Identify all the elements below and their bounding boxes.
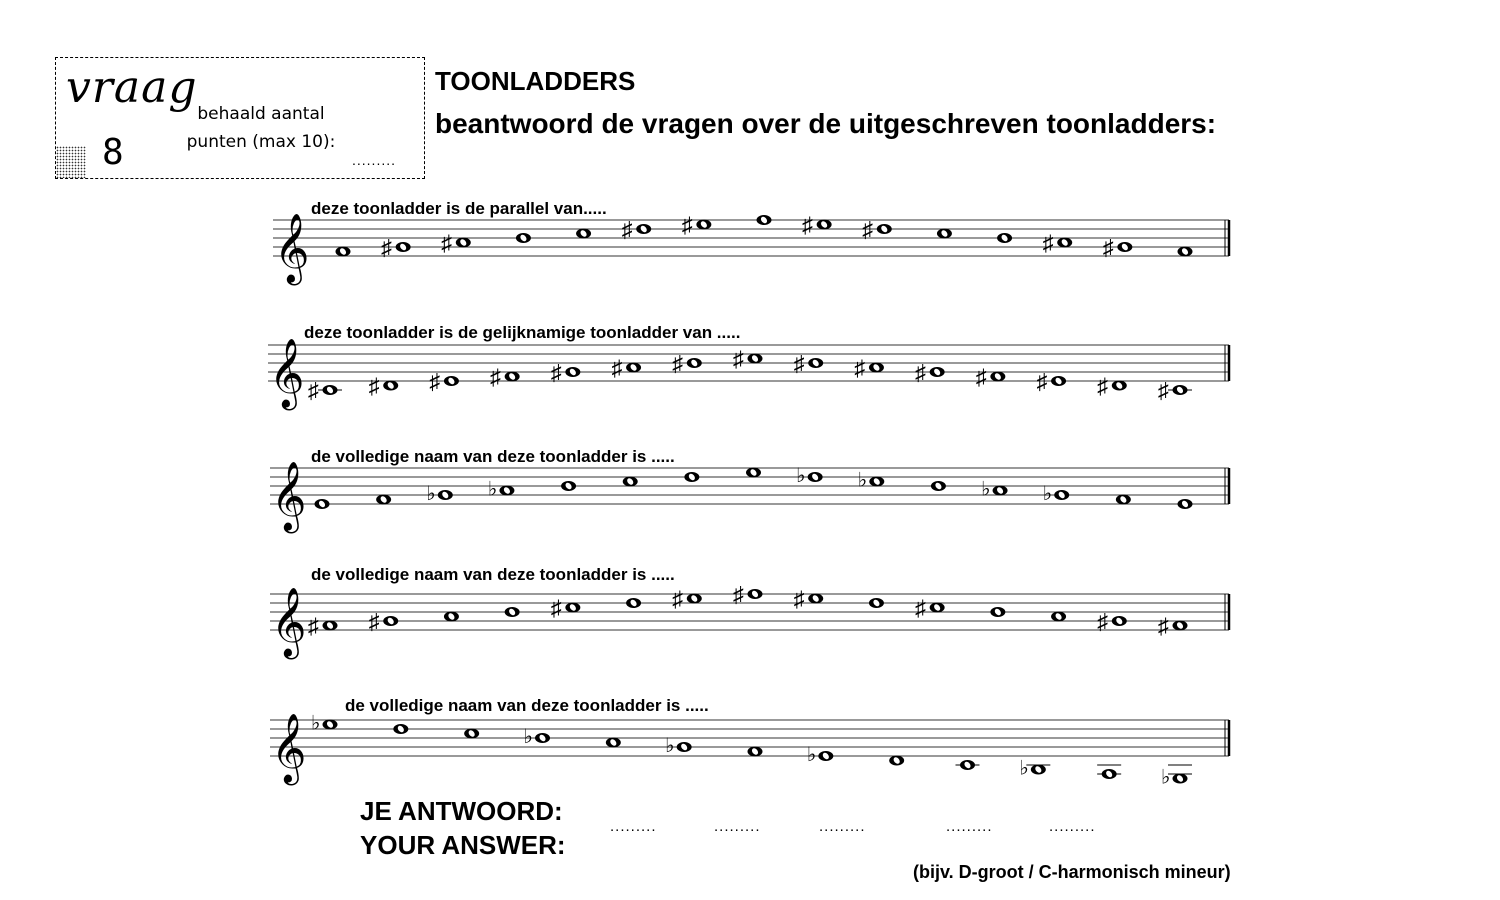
example-hint: (bijv. D-groot / C-harmonisch mineur) <box>913 862 1231 882</box>
sharp-icon: ♯ <box>854 355 866 381</box>
flat-icon: ♭ <box>857 469 868 492</box>
note <box>997 233 1012 243</box>
note <box>854 356 884 381</box>
page-subtitle: beantwoord de vragen over de uitgeschreven toonladders: <box>435 108 1217 139</box>
staff-2 <box>268 323 1229 410</box>
note <box>1019 758 1050 780</box>
staff-prompt: de volledige naam van deze toonladder is ..... <box>345 696 709 715</box>
flat-icon: ♭ <box>1019 757 1029 780</box>
note <box>612 356 642 381</box>
sharp-icon: ♯ <box>621 217 633 242</box>
treble-clef-icon: 𝄞 <box>269 339 305 406</box>
sharp-icon: ♯ <box>733 582 744 607</box>
note <box>956 760 980 770</box>
note <box>623 477 638 487</box>
note <box>441 231 471 256</box>
note <box>464 729 479 739</box>
question-number: 8 <box>102 132 124 173</box>
note <box>561 481 576 491</box>
flat-icon: ♭ <box>487 478 498 501</box>
answer-blank-4[interactable]: ......... <box>946 818 993 835</box>
note <box>1158 614 1188 639</box>
sharp-icon: ♯ <box>793 351 805 376</box>
sharp-icon: ♯ <box>672 586 684 612</box>
note <box>794 587 824 612</box>
treble-clef-icon: 𝄞 <box>271 462 307 529</box>
answer-label-nl: JE ANTWOORD: <box>360 796 563 826</box>
sharp-icon: ♯ <box>793 586 805 612</box>
note <box>746 468 761 478</box>
note <box>869 598 884 608</box>
note <box>444 612 459 622</box>
sharp-icon: ♯ <box>1102 235 1114 260</box>
treble-clef-icon: 𝄞 <box>271 588 307 655</box>
sharp-icon: ♯ <box>550 595 562 621</box>
note <box>1116 495 1131 505</box>
staff-prompt: de volledige naam van deze toonladder is ..... <box>311 447 675 466</box>
note <box>606 738 621 748</box>
note <box>369 374 399 399</box>
note <box>757 215 772 225</box>
sharp-icon: ♯ <box>802 212 814 238</box>
answer-blank-5[interactable]: ......... <box>1049 818 1096 835</box>
staff-1 <box>273 199 1229 285</box>
answer-blank-3[interactable]: ......... <box>819 818 866 835</box>
note <box>976 365 1006 390</box>
answer-blank-1[interactable]: ......... <box>610 818 657 835</box>
sharp-icon: ♯ <box>368 609 380 634</box>
answer-blank-2[interactable]: ......... <box>714 818 761 835</box>
sharp-icon: ♯ <box>308 378 319 403</box>
note <box>1158 378 1192 403</box>
sharp-icon: ♯ <box>381 235 393 260</box>
note <box>915 596 945 621</box>
sharp-icon: ♯ <box>1158 613 1169 639</box>
note <box>393 724 408 734</box>
note <box>516 233 531 243</box>
note <box>315 499 330 509</box>
note <box>429 369 459 394</box>
sharp-icon: ♯ <box>1042 230 1054 256</box>
note <box>889 756 904 766</box>
note <box>981 479 1008 501</box>
sharp-icon: ♯ <box>1097 373 1109 399</box>
note <box>376 495 391 505</box>
sharp-icon: ♯ <box>429 369 441 394</box>
note <box>336 247 351 257</box>
note <box>802 213 832 238</box>
note <box>308 614 338 639</box>
flat-icon: ♭ <box>311 712 321 735</box>
note <box>733 347 763 372</box>
sharp-icon: ♯ <box>550 360 562 385</box>
staff-prompt: de volledige naam van deze toonladder is ..... <box>311 565 675 584</box>
note <box>626 598 641 608</box>
answer-label-en: YOUR ANSWER: <box>360 830 566 860</box>
sharp-icon: ♯ <box>1036 369 1048 394</box>
note <box>748 747 763 757</box>
note <box>308 378 342 403</box>
vraag-label: vraag <box>66 62 198 113</box>
note <box>990 607 1005 617</box>
flat-icon: ♭ <box>1042 483 1053 505</box>
staff-5 <box>270 696 1229 789</box>
flat-icon: ♭ <box>1161 766 1171 789</box>
flat-icon: ♭ <box>426 483 436 505</box>
note <box>551 596 581 621</box>
staff-3 <box>270 447 1229 533</box>
sharp-icon: ♯ <box>681 212 693 238</box>
note <box>1097 374 1127 399</box>
sharp-icon: ♯ <box>915 360 927 385</box>
note <box>1037 369 1067 394</box>
sharp-icon: ♯ <box>611 355 623 381</box>
sharp-icon: ♯ <box>490 364 502 390</box>
note <box>931 481 946 491</box>
sharp-icon: ♯ <box>368 373 380 399</box>
staff-4 <box>270 565 1229 659</box>
page-title: TOONLADDERS <box>435 66 636 96</box>
sharp-icon: ♯ <box>308 613 319 639</box>
note <box>488 479 515 501</box>
note <box>1178 499 1193 509</box>
sharp-icon: ♯ <box>975 364 987 390</box>
sharp-icon: ♯ <box>672 351 684 376</box>
note <box>1161 765 1192 789</box>
staff-prompt: deze toonladder is de gelijknamige toonladder van ..... <box>304 323 741 342</box>
sharp-icon: ♯ <box>915 595 927 621</box>
score-blank[interactable]: ......... <box>352 152 397 168</box>
sharp-icon: ♯ <box>1158 378 1169 403</box>
note <box>1051 612 1066 622</box>
treble-clef-icon: 𝄞 <box>274 214 310 281</box>
staff-prompt: deze toonladder is de parallel van..... <box>311 199 607 218</box>
note <box>1097 765 1121 779</box>
flat-icon: ♭ <box>981 478 991 501</box>
note <box>1178 247 1193 257</box>
sharp-icon: ♯ <box>862 217 874 242</box>
note <box>311 713 338 735</box>
note <box>937 229 952 239</box>
note <box>684 472 699 482</box>
note <box>505 607 520 617</box>
flat-icon: ♭ <box>806 744 817 766</box>
sharp-icon: ♯ <box>441 230 453 256</box>
note <box>682 213 712 238</box>
treble-clef-icon: 𝄞 <box>271 714 307 781</box>
sharp-icon: ♯ <box>733 346 744 372</box>
score-label: behaald aantal punten (max 10): <box>186 104 336 152</box>
flat-icon: ♭ <box>665 735 675 757</box>
note <box>1043 231 1073 256</box>
flat-icon: ♭ <box>796 465 806 487</box>
note <box>490 365 520 390</box>
note <box>672 587 702 612</box>
flat-icon: ♭ <box>523 726 533 748</box>
sharp-icon: ♯ <box>1097 609 1109 634</box>
note <box>576 229 591 239</box>
note <box>858 470 885 492</box>
